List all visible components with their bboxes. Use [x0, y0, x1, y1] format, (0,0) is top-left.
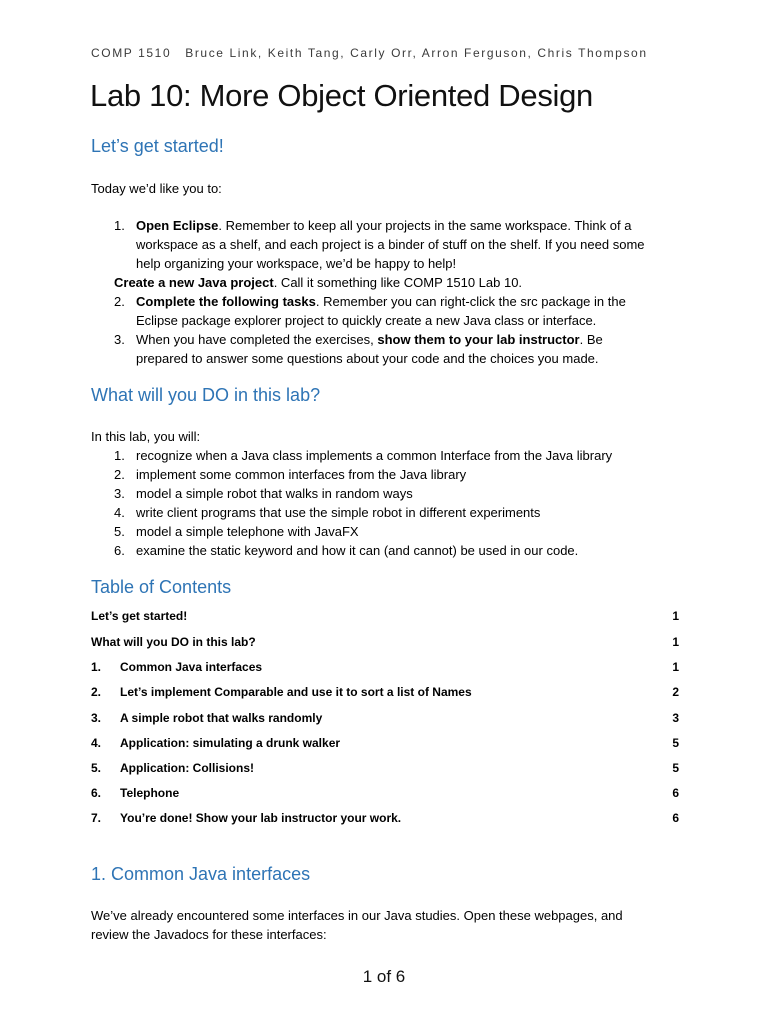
- step-3-line-1: When you have completed the exercises, show them to your lab instructor. Be: [136, 332, 603, 347]
- step-2-line-2: Eclipse package explorer project to quickly create a new Java class or interface.: [136, 313, 597, 328]
- toc-entry-page: 1: [672, 660, 679, 674]
- toc-entry-label: Let’s get started!: [91, 609, 188, 623]
- common-interfaces-line-1: We’ve already encountered some interfaces in our Java studies. Open these webpages, and: [91, 908, 623, 923]
- toc-entry[interactable]: [91, 708, 679, 728]
- heading-what-do: What will you DO in this lab?: [91, 385, 321, 405]
- goal-number: 4.: [114, 505, 125, 520]
- toc-entry[interactable]: [91, 733, 679, 753]
- goal-number: 1.: [114, 448, 125, 463]
- step-2-number: 2.: [114, 294, 125, 309]
- toc-entry-number: 7.: [91, 811, 102, 825]
- toc-entry[interactable]: [91, 783, 679, 803]
- toc-entry[interactable]: [91, 682, 679, 702]
- goal-item: implement some common interfaces from the Java library: [136, 467, 467, 482]
- toc-entry-label: You’re done! Show your lab instructor your work.: [120, 811, 402, 825]
- goal-item: recognize when a Java class implements a common Interface from the Java library: [136, 448, 613, 463]
- running-header: [91, 46, 691, 60]
- step-2-line-1: Complete the following tasks. Remember you can right-click the src package in the: [136, 294, 626, 309]
- step-2-lead: Complete the following tasks: [136, 294, 316, 309]
- toc-entry[interactable]: [91, 657, 679, 677]
- toc-entry-page: 5: [672, 736, 679, 750]
- goal-number: 3.: [114, 486, 125, 501]
- page-number: 1 of 6: [362, 967, 406, 986]
- goal-item: model a simple telephone with JavaFX: [136, 524, 359, 539]
- step-3-number: 3.: [114, 332, 125, 347]
- step-1-line-3: help organizing your workspace, we’d be happy to help!: [136, 256, 457, 271]
- heading-getting-started: Let’s get started!: [91, 136, 224, 156]
- step-3-line-2: prepared to answer some questions about your code and the choices you made.: [136, 351, 599, 366]
- toc-entry-number: 1.: [91, 660, 102, 674]
- toc-entry-page: 2: [672, 685, 679, 699]
- toc-entry[interactable]: [91, 632, 679, 652]
- toc-entry[interactable]: [91, 606, 679, 626]
- toc-entry-label: Application: Collisions!: [120, 761, 254, 775]
- toc-entry[interactable]: [91, 808, 679, 828]
- toc-entry-page: 1: [672, 609, 679, 623]
- what-do-intro: In this lab, you will:: [91, 429, 201, 444]
- goal-item: examine the static keyword and how it can (and cannot) be used in our code.: [136, 543, 579, 558]
- toc-entry-page: 5: [672, 761, 679, 775]
- step-3-bold: show them to your lab instructor: [377, 332, 580, 347]
- step-1-line-2: workspace as a shelf, and each project is a binder of stuff on the shelf. If you need some: [136, 237, 645, 252]
- toc-entry-number: 6.: [91, 786, 102, 800]
- goal-number: 6.: [114, 543, 125, 558]
- heading-toc: Table of Contents: [91, 577, 232, 597]
- toc-entry-number: 2.: [91, 685, 102, 699]
- step-1-lead: Open Eclipse: [136, 218, 219, 233]
- heading-common-interfaces: 1. Common Java interfaces: [91, 864, 311, 884]
- common-interfaces-line-2: review the Javadocs for these interfaces:: [91, 927, 327, 942]
- toc-entry-label: Application: simulating a drunk walker: [120, 736, 341, 750]
- toc-entry-page: 6: [672, 786, 679, 800]
- course-code: COMP 1510: [91, 46, 172, 60]
- page-title: Lab 10: More Object Oriented Design: [90, 78, 593, 113]
- toc-entry-label: Telephone: [120, 786, 180, 800]
- toc-entry[interactable]: [91, 758, 679, 778]
- step-1-line-1: Open Eclipse. Remember to keep all your projects in the same workspace. Think of a: [136, 218, 632, 233]
- toc-entry-page: 3: [672, 711, 679, 725]
- goal-item: model a simple robot that walks in random ways: [136, 486, 413, 501]
- goal-number: 2.: [114, 467, 125, 482]
- toc-entry-label: Common Java interfaces: [120, 660, 263, 674]
- goal-number: 5.: [114, 524, 125, 539]
- toc-entry-page: 1: [672, 635, 679, 649]
- toc-entry-number: 4.: [91, 736, 102, 750]
- toc-entry-number: 3.: [91, 711, 102, 725]
- create-project-line: Create a new Java project. Call it something like COMP 1510 Lab 10.: [114, 275, 523, 290]
- authors: Bruce Link, Keith Tang, Carly Orr, Arron Ferguson, Chris Thompson: [185, 46, 648, 60]
- goal-item: write client programs that use the simple robot in different experiments: [136, 505, 541, 520]
- toc-entry-page: 6: [672, 811, 679, 825]
- toc-entry-label: Let’s implement Comparable and use it to sort a list of Names: [120, 685, 472, 699]
- create-project-lead: Create a new Java project: [114, 275, 274, 290]
- step-1-number: 1.: [114, 218, 125, 233]
- toc-entry-number: 5.: [91, 761, 102, 775]
- toc-entry-label: A simple robot that walks randomly: [120, 711, 323, 725]
- toc-entry-label: What will you DO in this lab?: [91, 635, 256, 649]
- getting-started-intro: Today we’d like you to:: [91, 181, 222, 196]
